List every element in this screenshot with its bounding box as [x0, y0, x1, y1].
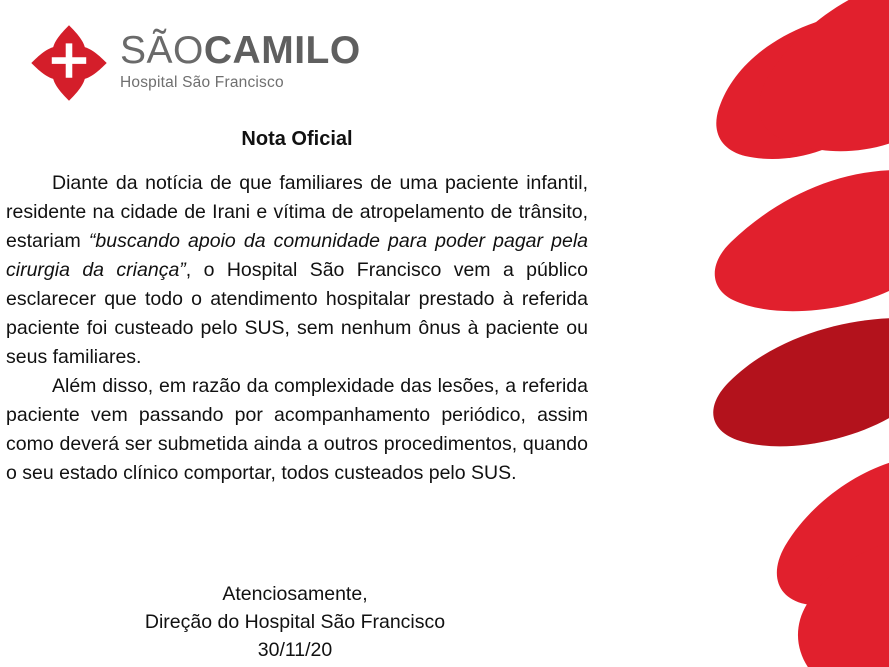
- brand-subtitle: Hospital São Francisco: [120, 74, 284, 91]
- paragraph-1: [6, 169, 588, 372]
- decorative-petals-graphic: [569, 0, 889, 667]
- brand-name: [120, 30, 361, 72]
- closing-line: Atenciosamente,: [222, 583, 368, 605]
- page-title: Nota Oficial: [241, 128, 353, 150]
- brand-name-bold: CAMILO: [203, 29, 361, 72]
- sao-camilo-cross-flower-logo-icon: [28, 22, 110, 104]
- paragraph-1-text-before-quote: Diante da notícia de que familiares de uma paciente infantil, residente na cidade de Irani e vítima de atropelamento de trânsito, estariam: [6, 172, 588, 252]
- signer-line: Direção do Hospital São Francisco: [144, 611, 446, 633]
- paragraph-1-text-after-quote: , o Hospital São Francisco vem a público esclarecer que todo o atendimento hospitalar prestado à referida paciente foi custeado pelo SUS, sem nenhum ônus à paciente ou seus familiares.: [6, 259, 588, 368]
- official-note-document: [0, 128, 596, 488]
- date-line: 30/11/20: [257, 639, 333, 661]
- paragraph-1-quote: “buscando apoio da comunidade para poder pagar pela cirurgia da criança”: [6, 230, 588, 281]
- paragraph-2: Além disso, em razão da complexidade das lesões, a referida paciente vem passando por acompanhamento periódico, assim como deverá ser submetida ainda a outros procedimentos, quando o seu estado clínico comportar, todos custeados pelo SUS.: [6, 375, 588, 484]
- brand-logo: [28, 22, 361, 104]
- brand-name-light: SÃO: [120, 29, 204, 72]
- signature-block: [0, 580, 590, 664]
